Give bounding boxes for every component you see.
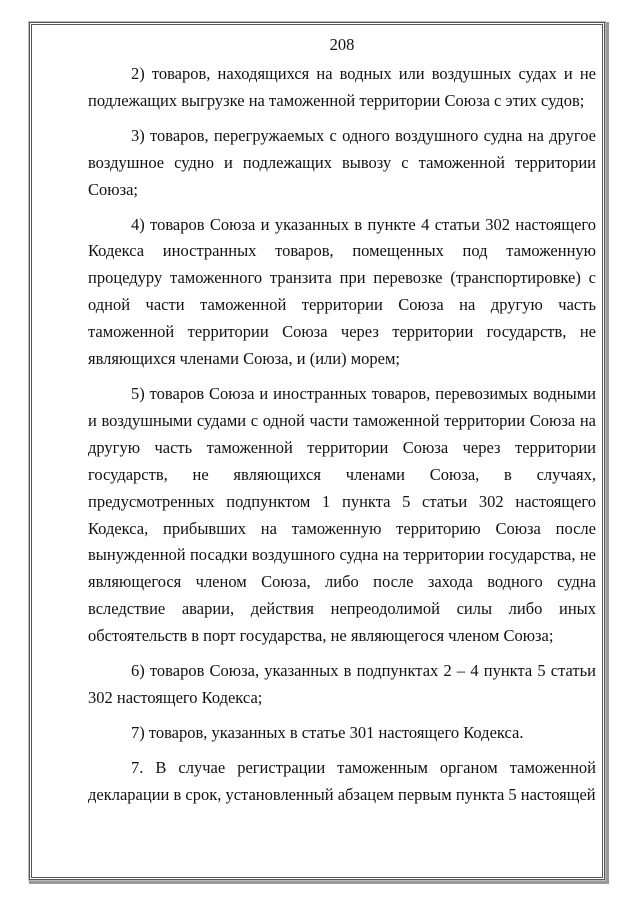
paragraph-item-6: 6) товаров Союза, указанных в подпунктах 2 – 4 пункта 5 статьи 302 настоящего Кодекса;	[88, 661, 596, 707]
paragraph-item-2: 2) товаров, находящихся на водных или воздушных судах и не подлежащих выгрузке на таможенной территории Союза с этих судов;	[88, 64, 596, 110]
paragraph-item-4: 4) товаров Союза и указанных в пункте 4 статьи 302 настоящего Кодекса иностранных товаров, помещенных под таможенную процедуру таможенного транзита при перевозке (транспортировке) с одной части таможенной территории Союза на другую часть таможенной территории Союза через территории государств, не являющихся членами Союза, и (или) морем;	[88, 214, 596, 369]
paragraph-item-7: 7) товаров, указанных в статье 301 настоящего Кодекса.	[131, 722, 524, 742]
paragraph-item-3: 3) товаров, перегружаемых с одного воздушного судна на другое воздушное судно и подлежащих вывозу с таможенной территории Союза;	[88, 125, 596, 199]
document-page	[88, 34, 596, 809]
paragraph-section-7: 7. В случае регистрации таможенным органом таможенной декларации в срок, установленный абзацем первым пункта 5 настоящей	[88, 757, 596, 804]
paragraph-item-5: 5) товаров Союза и иностранных товаров, перевозимых водными и воздушными судами с одной части таможенной территории Союза на другую часть таможенной территории Союза через территории государств, не являющихся членами Союза, в случаях, предусмотренных подпунктом 1 пункта 5 статьи 302 настоящего Кодекса, прибывших на таможенную территорию Союза после вынужденной посадки воздушного судна на территории государства, не являющегося членом Союза, либо после захода водного судна вследствие аварии, действия непреодолимой силы либо иных обстоятельств в порт государства, не являющегося членом Союза;	[88, 383, 596, 646]
page-number: 208	[329, 35, 355, 54]
